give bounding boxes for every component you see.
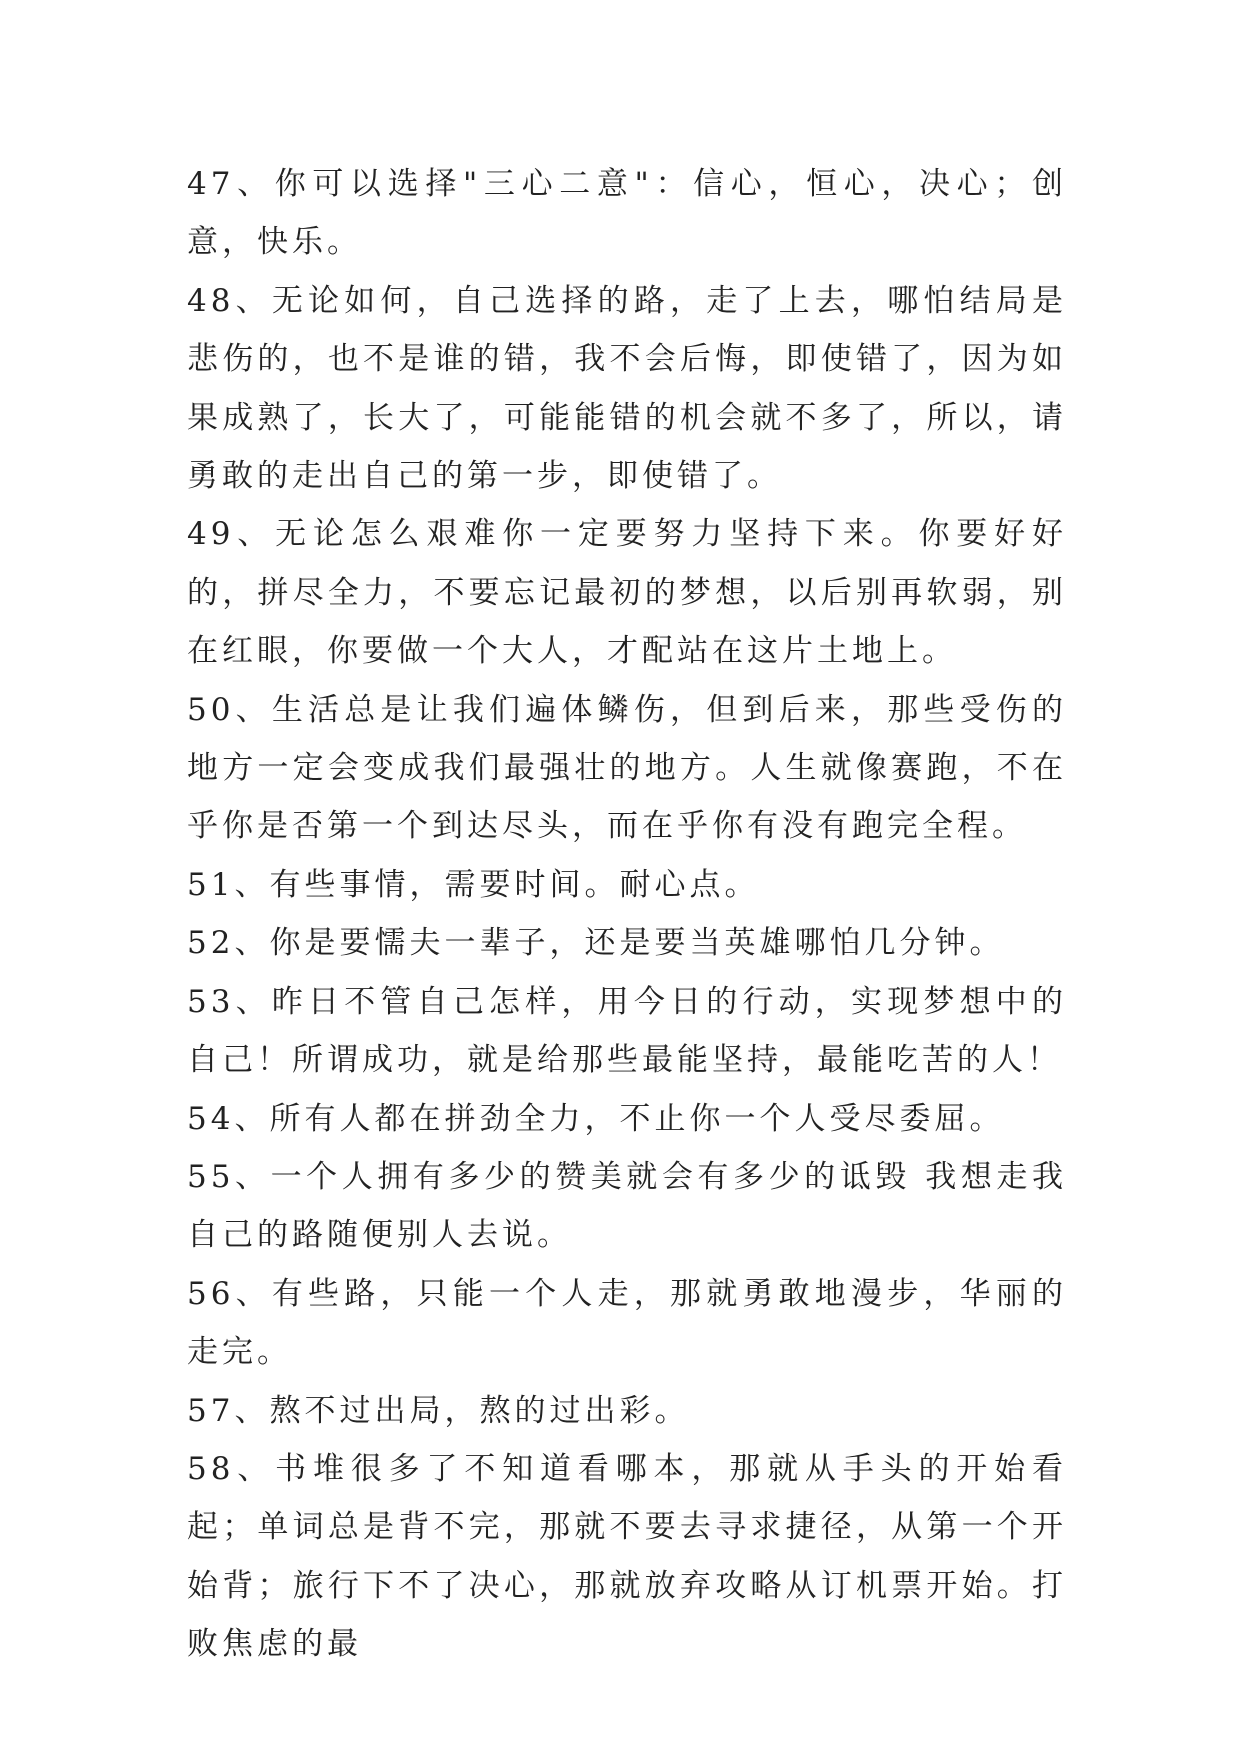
quote-52: 52、你是要懦夫一辈子，还是要当英雄哪怕几分钟。 xyxy=(187,925,1005,962)
quote-51: 51、有些事情，需要时间。耐心点。 xyxy=(187,866,760,903)
quote-56: 56、有些路，只能一个人走，那就勇敢地漫步，华丽的走完。 xyxy=(187,1275,1067,1371)
quote-list xyxy=(187,155,1067,1674)
quote-55: 55、一个人拥有多少的赞美就会有多少的诋毁 我想走我自己的路随便别人去说。 xyxy=(187,1158,1067,1254)
quote-50: 50、生活总是让我们遍体鳞伤，但到后来，那些受伤的地方一定会变成我们最强壮的地方。人生就像赛跑，不在乎你是否第一个到达尽头，而在乎你有没有跑完全程。 xyxy=(187,691,1067,845)
quote-48: 48、无论如何，自己选择的路，走了上去，哪怕结局是悲伤的，也不是谁的错，我不会后悔，即使错了，因为如果成熟了，长大了，可能能错的机会就不多了，所以，请勇敢的走出自己的第一步，即使错了。 xyxy=(187,282,1067,495)
quote-53: 53、昨日不管自己怎样，用今日的行动，实现梦想中的自己！所谓成功，就是给那些最能坚持，最能吃苦的人！ xyxy=(187,983,1067,1079)
quote-58: 58、书堆很多了不知道看哪本，那就从手头的开始看起；单词总是背不完，那就不要去寻求捷径，从第一个开始背；旅行下不了决心，那就放弃攻略从订机票开始。打败焦虑的最 xyxy=(187,1450,1067,1663)
quote-54: 54、所有人都在拼劲全力，不止你一个人受尽委屈。 xyxy=(187,1100,1005,1137)
quote-57: 57、熬不过出局，熬的过出彩。 xyxy=(187,1392,690,1429)
quote-47: 47、你可以选择"三心二意"：信心，恒心，决心；创意，快乐。 xyxy=(187,166,1067,261)
quote-49: 49、无论怎么艰难你一定要努力坚持下来。你要好好的，拼尽全力，不要忘记最初的梦想，以后别再软弱，别在红眼，你要做一个大人，才配站在这片土地上。 xyxy=(187,516,1067,670)
